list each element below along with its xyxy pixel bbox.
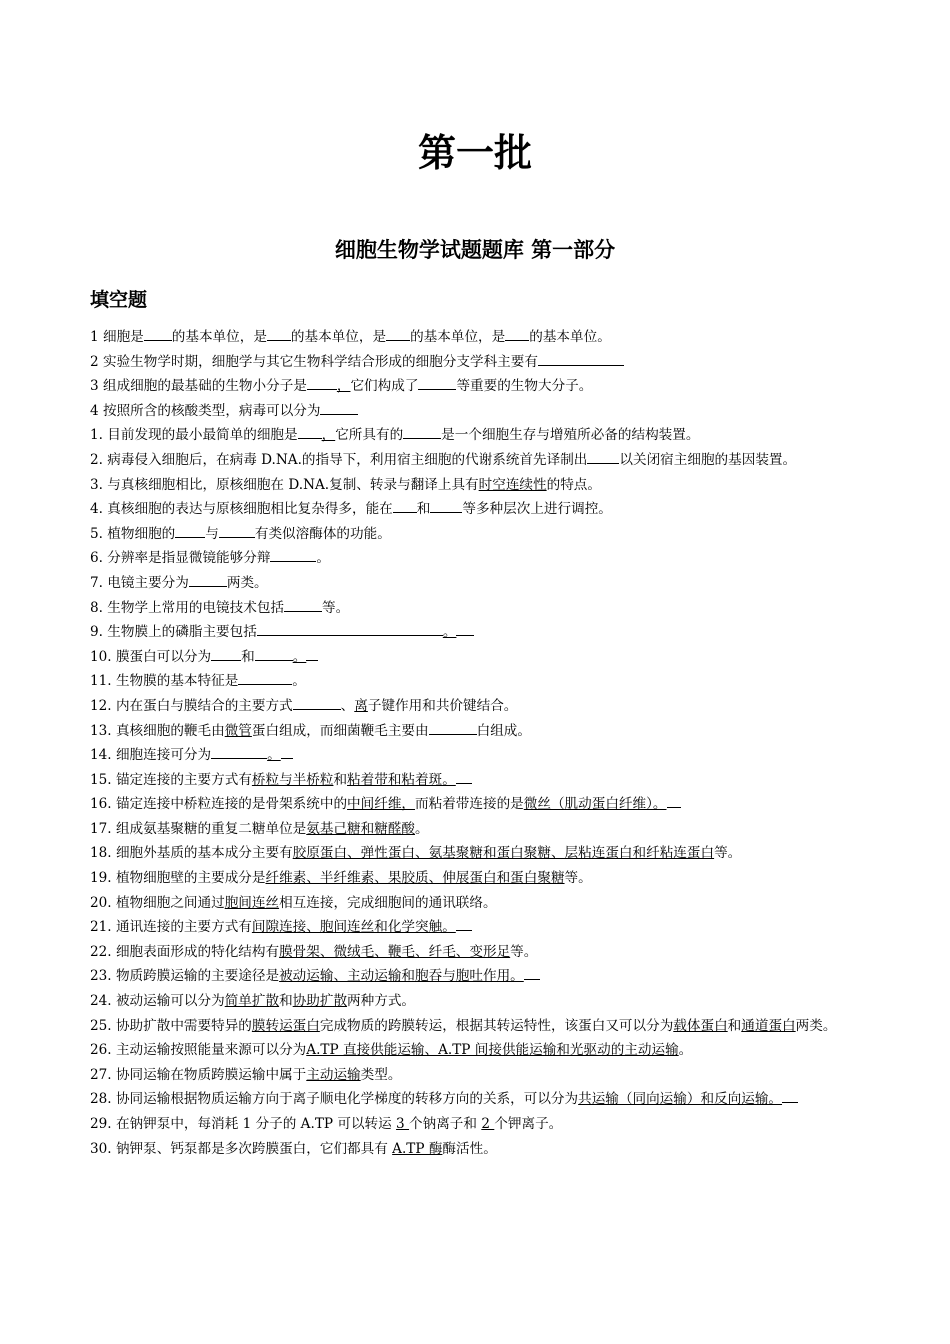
fill-blank — [505, 326, 529, 341]
question-text: 是一个细胞生存与增殖所必备的结构装置。 — [441, 427, 700, 444]
question-text: 4 按照所含的核酸类型，病毒可以分为 — [90, 402, 321, 419]
fill-blank — [219, 523, 255, 538]
answer-text: 氨基己糖和糖醛酸 — [306, 820, 416, 837]
fill-blank — [175, 523, 205, 538]
question-text: 1 细胞是 — [90, 329, 144, 345]
question-text: 13. 真核细胞的鞭毛由 — [90, 722, 225, 739]
question-text: 两类。 — [226, 574, 268, 591]
question-item — [90, 1063, 862, 1088]
question-text: 子键作用和共价键结合。 — [367, 697, 518, 714]
fill-blank — [270, 547, 316, 562]
question-text: 的特点。 — [546, 476, 601, 493]
answer-text: 微丝（肌动蛋白纤维）。 — [523, 796, 667, 813]
question-text: 17. 组成氨基聚糖的重复二糖单位是 — [90, 820, 307, 837]
page-title: 第一批 — [417, 131, 532, 175]
answer-text: 共运输（同向运输）和反向运输。 — [578, 1091, 783, 1108]
fill-blank — [430, 498, 462, 513]
question-text: 8. 生物学上常用的电镜技术包括 — [90, 599, 285, 616]
answer-text: 膜骨架、微绒毛、鞭毛、纤毛、变形足 — [279, 943, 511, 960]
answer-text: 2 — [481, 1116, 495, 1132]
question-text: 与 — [205, 525, 219, 542]
question-item — [90, 620, 862, 645]
question-text: 。 — [678, 1042, 693, 1059]
question-item — [90, 325, 862, 350]
answer-text: 粘着带和粘着斑。 — [347, 771, 456, 788]
question-item — [90, 399, 862, 424]
question-text: 16. 锚定连接中桥粒连接的是骨架系统中的 — [90, 796, 348, 813]
question-item — [90, 1014, 862, 1039]
question-item — [90, 374, 862, 399]
question-item — [90, 596, 862, 621]
answer-text: 纤维素、半纤维素、果胶质、伸展蛋白和蛋白聚糖 — [265, 870, 565, 887]
answer-text: A.TP 直接供能运输、A.TP 间接供能运输和光驱动的主动运输 — [306, 1042, 679, 1059]
question-item — [90, 915, 862, 940]
answer-text: 间隙连接、胞间连丝和化学突触。 — [251, 919, 456, 936]
question-text: 的基本单位，是 — [410, 329, 506, 345]
answer-text: 时空连续性 — [478, 476, 547, 493]
question-text: 两类。 — [795, 1017, 837, 1034]
question-text: 4. 真核细胞的表达与原核细胞相比复杂得多，能在 — [90, 501, 393, 518]
question-text: 18. 细胞外基质的基本成分主要有 — [90, 845, 293, 862]
answer-text: 。 — [442, 624, 457, 641]
question-text: 27. 协同运输在物质跨膜运输中属于 — [90, 1066, 307, 1083]
fill-blank — [257, 621, 443, 636]
question-text: 等重要的生物大分子。 — [456, 378, 593, 395]
page-subtitle: 细胞生物学试题题库 第一部分 — [334, 238, 616, 262]
fill-blank — [238, 670, 292, 685]
question-item — [90, 448, 862, 473]
question-item — [90, 792, 862, 817]
question-text: 2 实验生物学时期，细胞学与其它生物科学结合形成的细胞分支学科主要有 — [90, 353, 538, 370]
fill-blank — [782, 1088, 798, 1103]
question-item — [90, 1112, 862, 1137]
question-text: 30. 钠钾泵、钙泵都是多次跨膜蛋白，它们都具有 — [90, 1140, 393, 1157]
fill-blank — [144, 326, 172, 341]
answer-text: 载体蛋白 — [673, 1017, 728, 1034]
question-text: 它所具有的 — [335, 427, 404, 444]
fill-blank — [587, 449, 619, 464]
question-text: 白组成。 — [476, 722, 531, 739]
question-text: 2. 病毒侵入细胞后，在病毒 D.NA.的指导下，利用宿主细胞的代谢系统首先译制出 — [90, 451, 588, 468]
answer-text: 微管 — [224, 722, 252, 739]
answer-text: 简单扩散 — [224, 993, 280, 1010]
answer-text: A.TP 酶 — [392, 1140, 443, 1157]
question-item — [90, 866, 862, 891]
question-text: 20. 植物细胞之间通过 — [90, 894, 225, 911]
question-text: 的基本单位，是 — [290, 329, 387, 345]
question-item — [90, 964, 862, 989]
answer-text: 被动运输、主动运输和胞吞与胞吐作用。 — [279, 968, 524, 985]
question-text: 25. 协助扩散中需要特异的 — [90, 1017, 252, 1034]
question-item — [90, 522, 862, 547]
question-item — [90, 940, 862, 965]
answer-text: 。 — [292, 648, 307, 665]
answer-text: 3 — [396, 1116, 410, 1132]
question-item — [90, 473, 862, 498]
question-item — [90, 719, 862, 744]
question-text: 。 — [292, 673, 306, 690]
question-text: 12. 内在蛋白与膜结合的主要方式 — [90, 697, 293, 714]
question-text: 3. 与真核细胞相比，原核细胞在 D.NA.复制、转录与翻译上具有 — [90, 476, 479, 493]
question-text: 26. 主动运输按照能量来源可以分为 — [90, 1042, 307, 1059]
answer-text: 桥粒与半桥粒 — [251, 771, 334, 788]
question-text: 24. 被动运输可以分为 — [90, 993, 225, 1010]
answer-text: ， — [321, 427, 336, 444]
question-text: 15. 锚定连接的主要方式有 — [90, 771, 252, 788]
question-text: 和 — [333, 771, 348, 788]
question-text: 两种方式。 — [347, 993, 416, 1010]
question-text: 3 组成细胞的最基础的生物小分子是 — [90, 378, 307, 395]
answer-text: 协助扩散 — [292, 993, 348, 1010]
question-text: 1. 目前发现的最小最简单的细胞是 — [90, 427, 298, 444]
fill-blank — [386, 326, 410, 341]
question-text: 、 — [340, 697, 355, 714]
answer-text: ， — [336, 378, 351, 395]
question-text: 19. 植物细胞壁的主要成分是 — [90, 870, 266, 887]
fill-blank — [281, 744, 293, 759]
answer-text: 中间纤维， — [347, 796, 416, 813]
question-text: 蛋白组成，而细菌鞭毛主要由 — [251, 722, 429, 739]
question-text: 而粘着带连接的是 — [415, 796, 524, 813]
question-item — [90, 768, 862, 793]
question-text: 22. 细胞表面形成的特化结构有 — [90, 943, 280, 960]
question-text: 酶活性。 — [442, 1140, 497, 1157]
answer-text: 胶原蛋白、弹性蛋白、氨基聚糖和蛋白聚糖、层粘连蛋白和纤粘连蛋白 — [292, 845, 715, 862]
question-item — [90, 694, 862, 719]
fill-blank — [456, 769, 472, 784]
question-text: 的基本单位。 — [529, 329, 611, 345]
answer-text: 。 — [267, 747, 281, 764]
question-item — [90, 1087, 862, 1112]
question-list — [90, 325, 862, 1161]
question-text: 和 — [241, 648, 255, 665]
question-text: 29. 在钠钾泵中，每消耗 1 分子的 A.TP 可以转运 — [90, 1116, 397, 1132]
question-text: 9. 生物膜上的磷脂主要包括 — [90, 624, 257, 641]
answer-text: 胞间连丝 — [224, 894, 280, 911]
fill-blank — [538, 351, 624, 366]
section-heading: 填空题 — [90, 289, 148, 311]
question-text: 等。 — [564, 870, 592, 887]
question-text: 11. 生物膜的基本特征是 — [90, 673, 239, 690]
fill-blank — [189, 572, 227, 587]
question-item — [90, 989, 862, 1014]
fill-blank — [393, 498, 417, 513]
question-item — [90, 669, 862, 694]
fill-blank — [456, 916, 472, 931]
question-text: 10. 膜蛋白可以分为 — [90, 648, 212, 665]
fill-blank — [307, 375, 337, 390]
question-text: 和 — [279, 993, 293, 1010]
fill-blank — [211, 744, 267, 759]
question-item — [90, 423, 862, 448]
question-item — [90, 546, 862, 571]
question-item — [90, 891, 862, 916]
question-text: 类型。 — [360, 1066, 402, 1083]
question-text: 个钾离子。 — [494, 1116, 563, 1132]
question-text: 它们构成了 — [350, 378, 419, 395]
fill-blank — [524, 965, 540, 980]
fill-blank — [418, 375, 456, 390]
fill-blank — [456, 621, 474, 636]
fill-blank — [293, 695, 341, 710]
answer-text: 通道蛋白 — [741, 1017, 796, 1034]
fill-blank — [667, 793, 681, 808]
question-item — [90, 841, 862, 866]
question-text: 等多种层次上进行调控。 — [462, 501, 612, 518]
question-text: 23. 物质跨膜运输的主要途径是 — [90, 968, 280, 985]
question-text: 。 — [316, 550, 331, 567]
question-text: 有类似溶酶体的功能。 — [254, 525, 391, 542]
fill-blank — [267, 326, 291, 341]
question-text: 以关闭宿主细胞的基因装置。 — [619, 451, 797, 468]
question-text: 等。 — [510, 943, 538, 960]
question-text: 的基本单位，是 — [171, 329, 267, 345]
answer-text: 离 — [354, 697, 368, 714]
answer-text: 主动运输 — [306, 1066, 361, 1083]
fill-blank — [298, 424, 322, 439]
question-text: 完成物质的跨膜转运，根据其转运特性，该蛋白又可以分为 — [319, 1017, 674, 1034]
question-item — [90, 645, 862, 670]
fill-blank — [284, 597, 322, 612]
question-text: 6. 分辨率是指显微镜能够分辩 — [90, 550, 271, 567]
question-text: 等。 — [714, 845, 742, 862]
question-item — [90, 1137, 862, 1162]
question-item — [90, 571, 862, 596]
answer-text: 膜转运蛋白 — [251, 1017, 320, 1034]
question-text: 个钠离子和 — [409, 1116, 482, 1132]
question-text: 和 — [416, 501, 431, 518]
question-text: 等。 — [322, 599, 350, 616]
fill-blank — [403, 424, 441, 439]
question-item — [90, 743, 862, 768]
fill-blank — [429, 720, 477, 735]
question-text: 7. 电镜主要分为 — [90, 574, 189, 591]
question-item — [90, 350, 862, 375]
fill-blank — [211, 646, 241, 661]
question-text: 21. 通讯连接的主要方式有 — [90, 919, 252, 936]
question-item — [90, 497, 862, 522]
fill-blank — [255, 646, 293, 661]
question-item — [90, 1038, 862, 1063]
question-text: 5. 植物细胞的 — [90, 525, 176, 542]
question-text: 。 — [415, 820, 429, 837]
question-text: 14. 细胞连接可分为 — [90, 747, 212, 764]
question-item — [90, 817, 862, 842]
question-text: 相互连接，完成细胞间的通讯联络。 — [279, 894, 497, 911]
fill-blank — [320, 400, 358, 415]
question-text: 和 — [727, 1017, 742, 1034]
fill-blank — [306, 646, 318, 661]
question-text: 28. 协同运输根据物质运输方向于离子顺电化学梯度的转移方向的关系，可以分为 — [90, 1091, 579, 1108]
